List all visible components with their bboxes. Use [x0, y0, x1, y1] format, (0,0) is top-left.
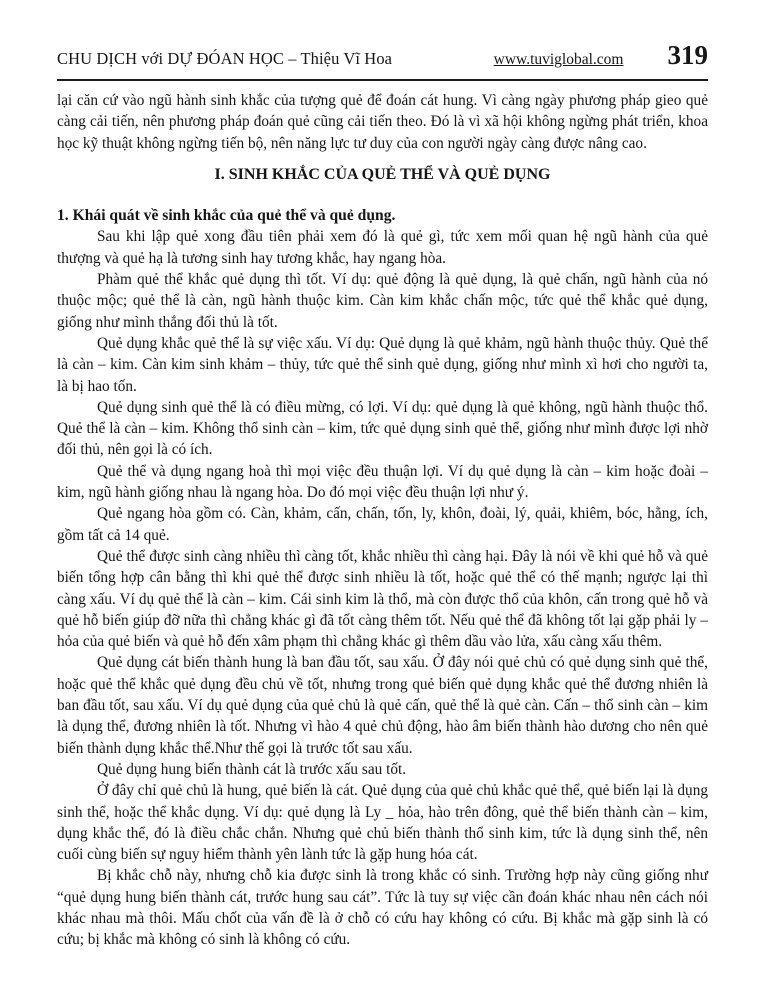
paragraph: Quẻ dụng khắc quẻ thể là sự việc xấu. Ví dụ: Quẻ dụng là quẻ khảm, ngũ hành thuộc thủy. Quẻ thể là càn – kim. Càn kim sinh khảm – thủy, tức quẻ thể sinh quẻ dụng, giống như mình xì hơi cho người ta, là bị hao tốn.: [57, 334, 708, 395]
page-number: 319: [667, 40, 708, 70]
paragraph: Quẻ thể được sinh càng nhiều thì càng tốt, khắc nhiều thì càng hại. Đây là nói về khi quẻ hỗ và quẻ biến tổng hợp cân bằng thì khi quẻ thể được sinh nhiều là tốt, hoặc quẻ thể có thế mạnh; ngược lại thì càng xấu. Ví dụ quẻ thể là càn – kim. Cái sinh kim là thổ, mà còn được thổ của khôn, cấn trong quẻ hỗ và quẻ hỗ biến giúp đỡ nữa thì chẳng khác gì đã tốt càng thêm tốt. Nếu quẻ thể đã không tốt lại gặp phải ly – hỏa của quẻ biến và quẻ hỗ đến xâm phạm thì chẳng khác gì thêm dầu vào lửa, xấu càng xấu thêm.: [57, 547, 708, 651]
page-content: [57, 81, 708, 951]
section-heading: I. SINH KHẮC CỦA QUẺ THỂ VÀ QUẺ DỤNG: [214, 165, 551, 183]
paragraph: Bị khắc chỗ này, nhưng chỗ kia được sinh là trong khắc có sinh. Trường hợp này cũng giống như “quẻ dụng hung biến thành cát, trước hung sau cát”. Tức là tuy sự việc cần đoán khác nhau nên cách nói khác nhau mà thôi. Mấu chốt của vấn đề là ở chỗ có cứu hay không có cứu. Bị khắc mà gặp sinh là có cứu; bị khắc mà không có sinh là không có cứu.: [57, 867, 708, 949]
paragraph: Ở đây chỉ quẻ chủ là hung, quẻ biến là cát. Quẻ dụng của quẻ chủ khắc quẻ thể, quẻ biến lại là dụng sinh thể, hoặc thể khắc dụng. Ví dụ: quẻ dụng là Ly _ hỏa, hào trên đông, quẻ thể biến thành càn – kim, dụng khắc thể, đó là điều chắc chắn. Nhưng quẻ chủ biến thành thổ sinh kim, tức là dụng sinh thể, nên cuối cùng biến sự nguy hiểm thành yên lành tức là gặp hung hóa cát.: [57, 782, 708, 864]
subsection-heading: 1. Khái quát về sinh khắc của quẻ thể và quẻ dụng.: [57, 207, 396, 225]
paragraph: Quẻ ngang hòa gồm có. Càn, khảm, cấn, chấn, tốn, ly, khôn, đoài, lý, quải, khiêm, bóc, hằng, ích, gồm tất cả 14 quẻ.: [57, 505, 708, 544]
paragraph: Quẻ dụng hung biến thành cát là trước xấu sau tốt.: [97, 760, 407, 778]
paragraph-intro: lại căn cứ vào ngũ hành sinh khắc của tượng quẻ để đoán cát hung. Vì càng ngày phương pháp gieo quẻ càng cải tiến, nên phương pháp đoán quẻ cũng cải tiến theo. Đó là vì xã hội không ngừng phát triển, khoa học kỹ thuật không ngừng tiến bộ, nên năng lực tư duy của con người ngày càng được nâng cao.: [57, 92, 708, 152]
paragraph: Quẻ thể và dụng ngang hoà thì mọi việc đều thuận lợi. Ví dụ quẻ dụng là càn – kim hoặc đoài – kim, ngũ hành giống nhau là ngang hòa. Do đó mọi việc đều thuận lợi như ý.: [57, 462, 708, 502]
paragraph: Sau khi lập quẻ xong đầu tiên phải xem đó là quẻ gì, tức xem mối quan hệ ngũ hành của quẻ thượng và quẻ hạ là tương sinh hay tương khắc, hay ngang hòa.: [57, 228, 708, 267]
paragraph: Phàm quẻ thể khắc quẻ dụng thì tốt. Ví dụ: quẻ động là quẻ dụng, là quẻ chấn, ngũ hành của nó thuộc mộc; quẻ thể là càn, ngũ hành thuộc kim. Càn kim khắc chấn mộc, tức quẻ thể khắc quẻ dụng, giống như mình thắng đối thủ là tốt.: [57, 271, 708, 331]
paragraph: Quẻ dụng sinh quẻ thể là có điều mừng, có lợi. Ví dụ: quẻ dụng là quẻ không, ngũ hành thuộc thổ. Quẻ thể là càn – kim. Không thổ sinh càn – kim, tức quẻ dụng sinh quẻ thể, giống như mình được lợi nhờ đối thủ, nên gọi là có ích.: [57, 398, 708, 459]
page-header: [57, 42, 708, 79]
website-link[interactable]: www.tuviglobal.com: [493, 51, 624, 68]
paragraph: Quẻ dụng cát biến thành hung là ban đầu tốt, sau xấu. Ở đây nói quẻ chủ có quẻ dụng sinh quẻ thể, hoặc quẻ thể khắc quẻ dụng đều chủ về tốt, nhưng trong quẻ biến quẻ dụng khắc quẻ thể đương nhiên là ban đầu tốt, sau xấu. Ví dụ quẻ dụng của quẻ chủ là quẻ cấn, quẻ thể là quẻ càn. Cấn – thổ sinh càn – kim là dụng thể, đương nhiên là tốt. Nhưng vì hào 4 quẻ chủ động, hào âm biến thành hào dương cho nên quẻ biến thành dụng khắc thể.Như thế gọi là trước tốt sau xấu.: [57, 654, 708, 757]
book-title: CHU DỊCH với DỰ ĐÓAN HỌC – Thiệu Vĩ Hoa: [57, 49, 393, 68]
